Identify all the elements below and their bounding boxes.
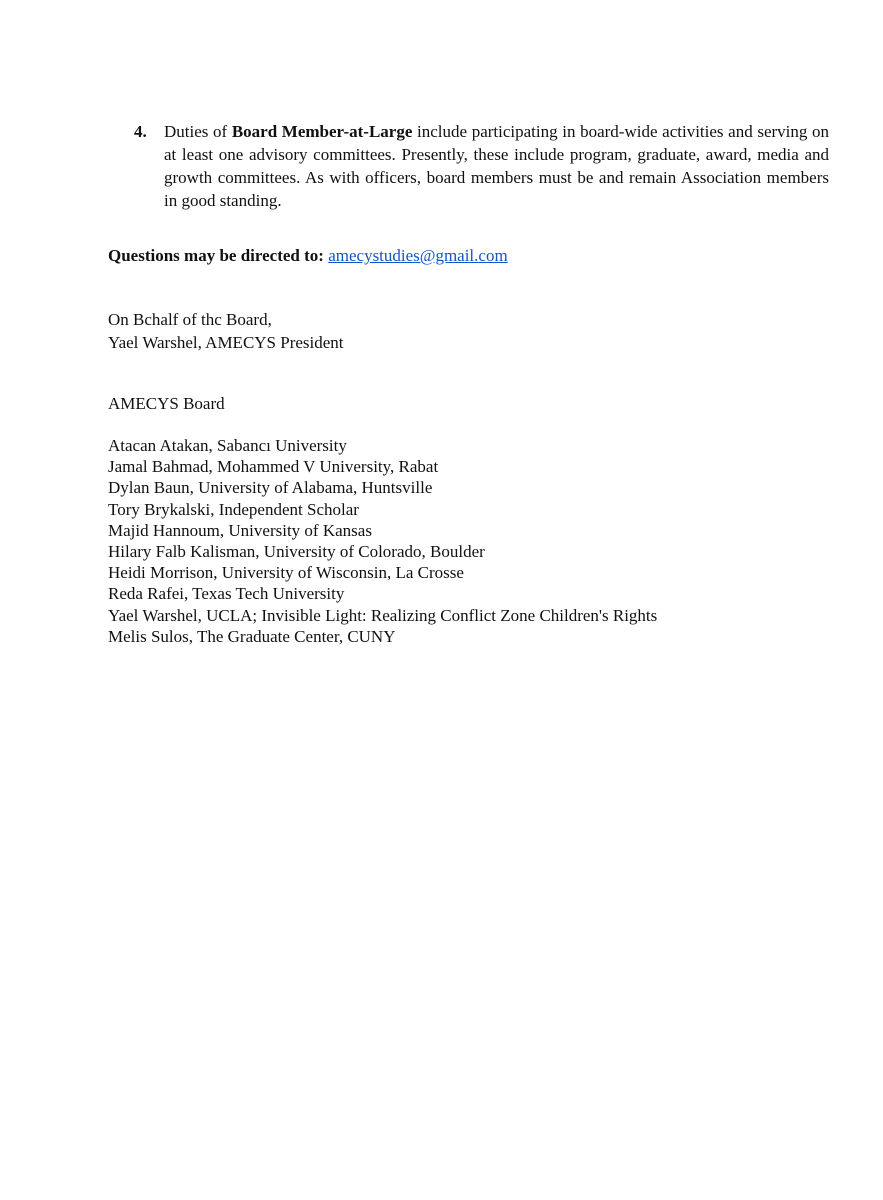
questions-contact-line xyxy=(108,244,828,267)
board-member-item: Atacan Atakan, Sabancı University xyxy=(108,436,347,455)
duty-description xyxy=(164,120,829,212)
board-member-item: Dylan Baun, University of Alabama, Huntsville xyxy=(108,478,433,498)
questions-label: Questions may be directed to: xyxy=(108,246,324,265)
signoff-block xyxy=(108,308,828,354)
signoff-line-behalf: On Bchalf of thc Board, xyxy=(108,310,272,329)
board-member-item: Melis Sulos, The Graduate Center, CUNY xyxy=(108,626,396,646)
board-member-item: Heidi Morrison, University of Wisconsin, La Crosse xyxy=(108,563,464,583)
board-member-item: Hilary Falb Kalisman, University of Colorado, Boulder xyxy=(108,542,485,562)
list-item-number: 4. xyxy=(134,122,147,141)
board-member-item: Tory Brykalski, Independent Scholar xyxy=(108,499,359,519)
board-member-item: Reda Rafei, Texas Tech University xyxy=(108,584,345,604)
duty-text-body: include participating in board-wide activities and serving on at least one advisory committees. Presently, these include program, graduate, award, media and growth committees. As with officers, board members must be and remain Association members in good standing. xyxy=(164,122,830,210)
contact-email-link[interactable]: amecystudies@gmail.com xyxy=(328,246,508,265)
duty-role-name: Board Member-at-Large xyxy=(231,122,413,141)
duty-list-item xyxy=(134,120,829,212)
board-member-list xyxy=(108,435,848,647)
board-heading: AMECYS Board xyxy=(108,394,225,413)
board-member-item: Majid Hannoum, University of Kansas xyxy=(108,520,372,540)
board-member-item: Yael Warshel, UCLA; Invisible Light: Realizing Conflict Zone Children's Rights xyxy=(108,605,658,625)
board-member-item: Jamal Bahmad, Mohammed V University, Rabat xyxy=(108,457,439,477)
duty-text-lead: Duties of xyxy=(164,122,232,141)
signoff-line-signatory: Yael Warshel, AMECYS President xyxy=(108,333,344,352)
